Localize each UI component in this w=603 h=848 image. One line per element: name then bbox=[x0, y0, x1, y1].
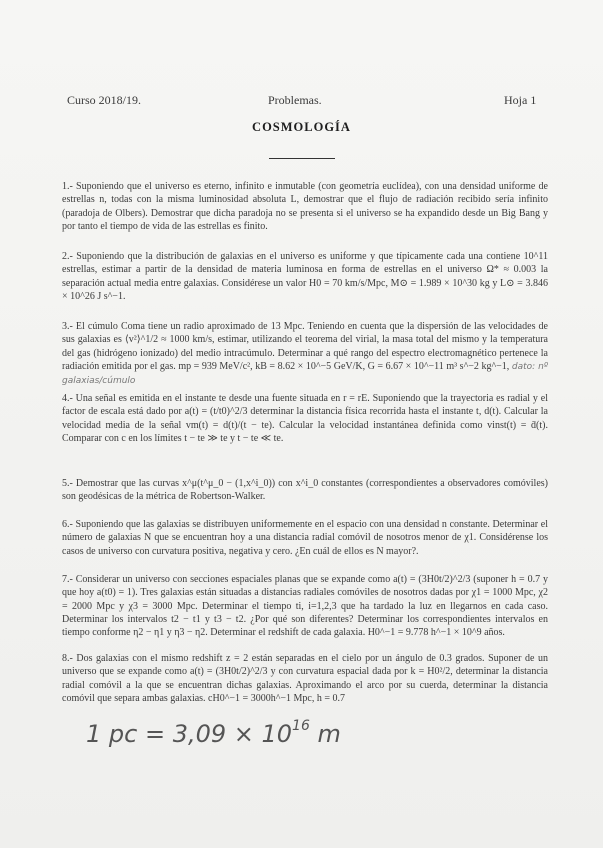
problem-4: 4.- Una señal es emitida en el instante te desde una fuente situada en r = rE. Suponiendo que la trayectoria es radial y el factor de escala está dado por a(t) = (t/t0)^2/3 determinar la distancia física recorrida hasta el instante t, d(t). Calcular la velocidad media de la señal vm(t) = d(t)/(t − te). Calcular la velocidad instantánea definida como vinst(t) = ḋ(t). Comparar con c en los límites t − te ≫ te y t − te ≪ te. bbox=[62, 393, 548, 444]
sheet-label: Hoja 1 bbox=[504, 93, 537, 107]
problem-6: 6.- Suponiendo que las galaxias se distribuyen uniformemente en el espacio con una densidad n constante. Determinar el número de galaxias N que se encuentran hoy a una distancia radial comóvil de nosotros menor de χ1. Considérense los casos de universo con curvatura positiva, negativa y cero. ¿En cuál de ellos es N mayor?. bbox=[62, 519, 548, 557]
problem-8: 8.- Dos galaxias con el mismo redshift z = 2 están separadas en el cielo por un ángulo de 0.3 grados. Suponer de un universo que se expande como a(t) = (3H0t/2)^2/3 y con curvatura espacial dada por k = H0²/2, determinar la distancia radial comóvil a la que se encuentran dichas galaxias. Aproximando el arco por su cuerda, determinar la distancia comóvil que separa ambas galaxias. cH0^−1 = 3000h^−1 Mpc, h = 0.7 bbox=[62, 653, 548, 704]
course-label: Curso 2018/19. bbox=[67, 93, 142, 107]
handwritten-note bbox=[86, 712, 386, 752]
page-title: COSMOLOGÍA bbox=[252, 120, 351, 134]
problem-3-text: 3.- El cúmulo Coma tiene un radio aproximado de 13 Mpc. Teniendo en cuenta que la dispersión de las velocidades de sus galaxias es ⟨v²⟩^1/2 ≈ 1000 km/s, estimar, utilizando el teorema del virial, la masa total del mismo y la temperatura del gas (hidrógeno ionizado) del medio intracúmulo. Determinar a qué rango del espectro electromagnético pertenece la radiación emitida por el gas. mp = 939 MeV/c², kB = 8.62 × 10^−5 GeV/K, G = 6.67 × 10^−11 m³ s^−2 kg^−1, bbox=[62, 321, 548, 372]
problem-7: 7.- Considerar un universo con secciones espaciales planas que se expande como a(t) = (3H0t/2)^2/3 (suponer h = 0.7 y que hoy a(t0) = 1). Tres galaxias están situadas a distancias radiales comóviles de nosotros dadas por χ1 = 1000 Mpc, χ2 = 2000 Mpc y χ3 = 3000 Mpc. Determinar el tiempo ti, i=1,2,3 que ha tardado la luz en llegarnos en cada caso. Determinar los intervalos t2 − t1 y t3 − t2. ¿Por qué son diferentes? Determinar los correspondientes intervalos en tiempo conforme η2 − η1 y η3 − η2. Determinar el redshift de cada galaxia. H0^−1 = 9.778 h^−1 × 10^9 años. bbox=[62, 574, 548, 639]
problem-3-handwritten-annotation: dato: nº galaxias/cúmulo bbox=[62, 361, 549, 387]
problems-label: Problemas. bbox=[268, 93, 322, 107]
handwritten-note-text: 1 pc = $3,09 \times 10^{16}$ m bbox=[86, 718, 341, 748]
title-divider bbox=[269, 158, 335, 159]
problem-3 bbox=[62, 320, 548, 388]
problem-2: 2.- Suponiendo que la distribución de galaxias en el universo es uniforme y que típicamente cada una contiene 10^11 estrellas, estimar a partir de la densidad de materia luminosa en forma de estrellas en el universo Ω* ≈ 0.003 la separación actual media entre galaxias. Considérese un valor H0 = 70 km/s/Mpc, M⊙ = 1.989 × 10^30 kg y L⊙ = 3.846 × 10^26 J s^−1. bbox=[62, 251, 548, 302]
problem-5: 5.- Demostrar que las curvas x^μ(t^μ_0 − (1,x^i_0)) con x^i_0 constantes (correspondientes a observadores comóviles) son geodésicas de la métrica de Robertson-Walker. bbox=[62, 478, 548, 503]
problem-1: 1.- Suponiendo que el universo es eterno, infinito e inmutable (con geometría euclídea), con una densidad uniforme de estrellas n, todas con la misma luminosidad absoluta L, demostrar que el flujo de radiación recibido sería infinito (paradoja de Olbers). Demostrar que dicha paradoja no se presenta si el universo se ha expandido desde un Big Bang y por tanto el tiempo de vida de las estrellas es finito. bbox=[62, 181, 548, 232]
